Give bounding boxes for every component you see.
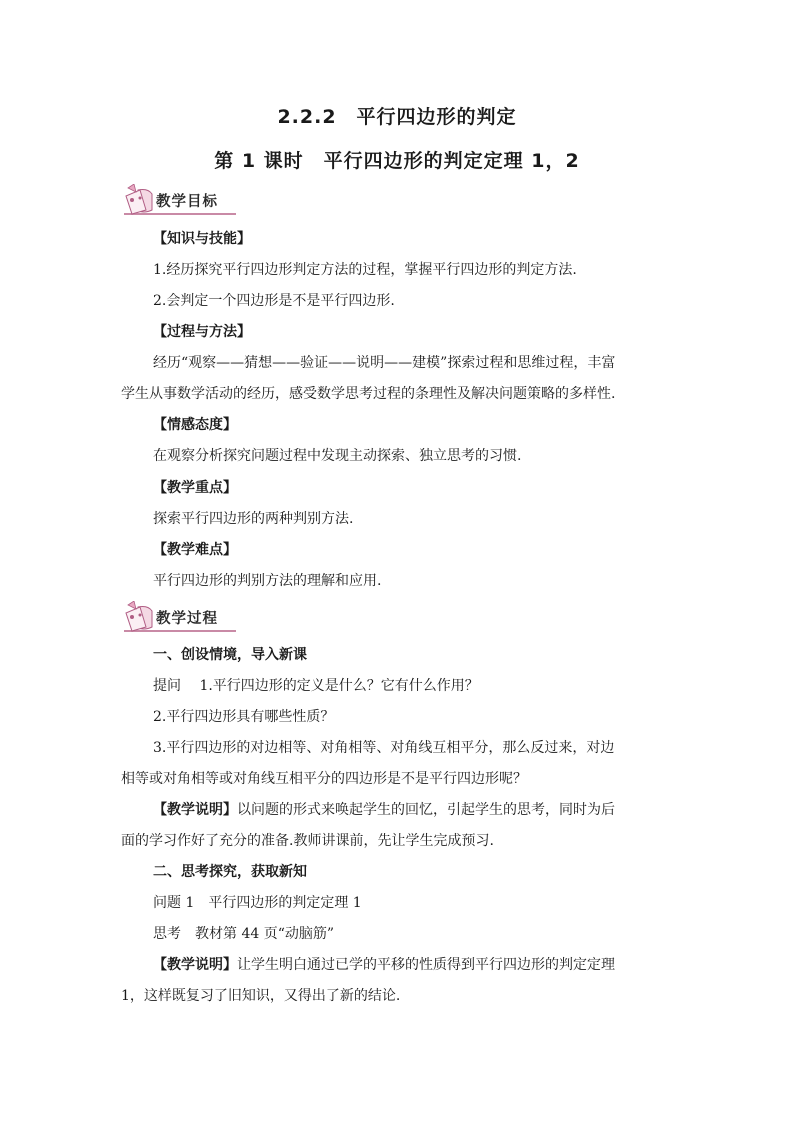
objectives-banner-label: 教学目标 — [156, 194, 218, 210]
emotion-heading: 【情感态度】 — [153, 417, 237, 433]
section-1-heading: 一、创设情境，导入新课 — [153, 647, 307, 663]
objectives-banner — [118, 184, 250, 218]
key-point-text: 探索平行四边形的两种判别方法. — [153, 511, 354, 527]
teaching-note-2-text: 让学生明白通过已学的平移的性质得到平行四边形的判定定理 — [237, 957, 615, 973]
think-prompt: 思考 教材第 44 页“动脑筋” — [153, 926, 335, 942]
process-text-line1: 经历“观察——猜想——验证——说明——建模”探索过程和思维过程，丰富 — [153, 355, 616, 371]
teaching-note-1-text: 以问题的形式来唤起学生的回忆，引起学生的思考，同时为后 — [237, 802, 615, 818]
knowledge-heading: 【知识与技能】 — [153, 231, 251, 247]
teaching-note-1-label: 【教学说明】 — [153, 802, 237, 818]
teaching-note-2-line2: 1，这样既复习了旧知识，又得出了新的结论. — [121, 988, 401, 1004]
teaching-note-1-line2: 面的学习作好了充分的准备.教师讲课前，先让学生完成预习. — [121, 833, 494, 849]
process-heading: 【过程与方法】 — [153, 324, 251, 340]
question-3-line2: 相等或对角相等或对角线互相平分的四边形是不是平行四边形呢？ — [121, 771, 527, 787]
emotion-text: 在观察分析探究问题过程中发现主动探索、独立思考的习惯. — [153, 448, 522, 464]
problem-1: 问题 1 平行四边形的判定定理 1 — [153, 895, 362, 911]
page-title: 2.2.2 平行四边形的判定 — [277, 106, 517, 128]
question-3-line1: 3.平行四边形的对边相等、对角相等、对角线互相平分，那么反过来，对边 — [153, 740, 615, 756]
key-point-heading: 【教学重点】 — [153, 480, 237, 496]
teaching-note-1 — [153, 800, 615, 820]
question-1: 提问 1.平行四边形的定义是什么？它有什么作用？ — [153, 678, 479, 694]
difficult-point-text: 平行四边形的判别方法的理解和应用. — [153, 573, 382, 589]
teaching-note-2 — [153, 955, 615, 975]
section-2-heading: 二、思考探究，获取新知 — [153, 864, 307, 880]
difficult-point-heading: 【教学难点】 — [153, 542, 237, 558]
knowledge-item-2: 2.会判定一个四边形是不是平行四边形. — [153, 293, 395, 309]
knowledge-item-1: 1.经历探究平行四边形判定方法的过程，掌握平行四边形的判定方法. — [153, 262, 577, 278]
process-banner — [118, 601, 250, 635]
teaching-note-2-label: 【教学说明】 — [153, 957, 237, 973]
page-subtitle: 第 1 课时 平行四边形的判定定理 1，2 — [214, 150, 580, 172]
process-text-line2: 学生从事数学活动的经历，感受数学思考过程的条理性及解决问题策略的多样性. — [121, 386, 616, 402]
process-banner-label: 教学过程 — [156, 611, 218, 627]
question-2: 2.平行四边形具有哪些性质？ — [153, 709, 335, 725]
